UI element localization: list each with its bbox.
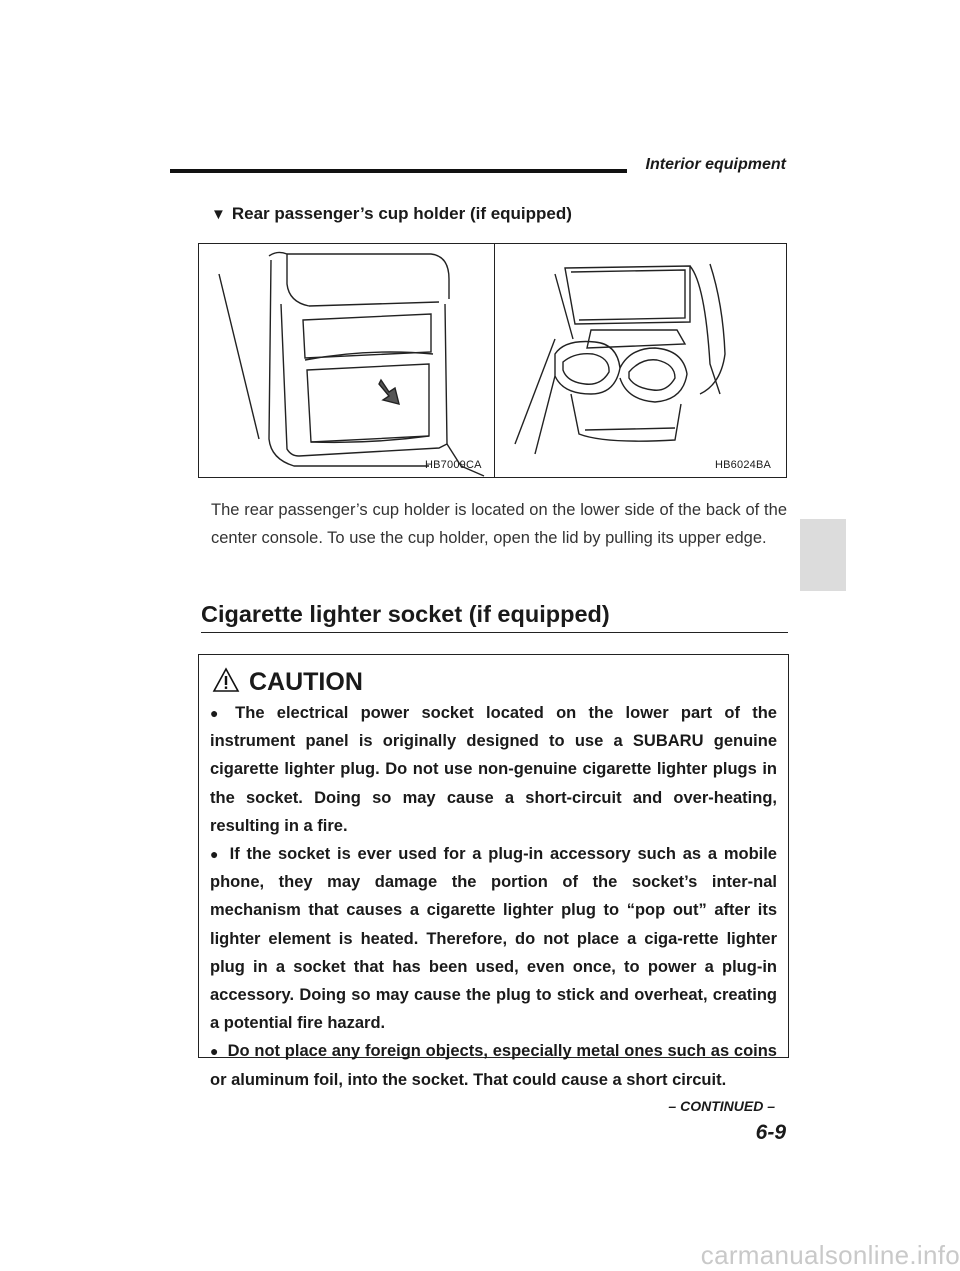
triangle-marker-icon: ▼ (211, 206, 226, 223)
section-header-title: Interior equipment (645, 156, 786, 173)
watermark: carmanualsonline.info (700, 1240, 960, 1270)
bullet-icon: ● (210, 705, 227, 721)
continued-marker: – CONTINUED – (668, 1098, 775, 1114)
subheading (211, 204, 572, 224)
warning-triangle-icon (212, 667, 240, 693)
caution-box (198, 654, 789, 1089)
header-rule (170, 169, 627, 173)
subheading-text: Rear passenger’s cup holder (if equipped) (231, 204, 572, 223)
figure-code-right: HB6024BA (715, 459, 772, 471)
bullet-icon: ● (210, 1043, 219, 1060)
caution-item: ● If the socket is ever used for a plug-in accessory such as a mobile phone, they may damage the portion of the socket’s inter-nal mechanism that causes a cigarette lighter plug to “pop out” after its lighter element is heated. Therefore, do not place a ciga-rette lighter plug in a socket that has been used, even once, to power a plug-in accessory. Doing so may cause the plug to stick and overheat, creating a potential fire hazard. (210, 845, 777, 1033)
caution-item: ● Do not place any foreign objects, especially metal ones such as coins or aluminum foil, into the socket. That could cause a short circuit. (210, 1042, 777, 1089)
cup-holder-description: The rear passenger’s cup holder is located on the lower side of the back of the center console. To use the cup holder, open the lid by pulling its upper edge. (211, 501, 787, 547)
bullet-icon: ● (210, 846, 221, 863)
caution-title-text: CAUTION (249, 667, 363, 696)
figure-code-left: HB7009CA (425, 459, 482, 471)
illustration-panel (198, 243, 787, 478)
chapter-thumb-tab (800, 519, 846, 591)
caution-title (212, 665, 777, 699)
page-number: 6-9 (755, 1121, 786, 1144)
section-heading-rule (201, 632, 788, 633)
caution-item: ● The electrical power socket located on the lower part of the instrument panel is originally designed to use a SUBARU genuine cigarette lighter plug. Do not use non-genuine cigarette lighter plugs in the socket. Doing so may cause a short-circuit and over-heating, resulting in a fire. (210, 704, 777, 835)
cup-holder-illustration (495, 244, 787, 477)
console-lid-illustration (199, 244, 494, 477)
section-heading: Cigarette lighter socket (if equipped) (201, 601, 610, 627)
